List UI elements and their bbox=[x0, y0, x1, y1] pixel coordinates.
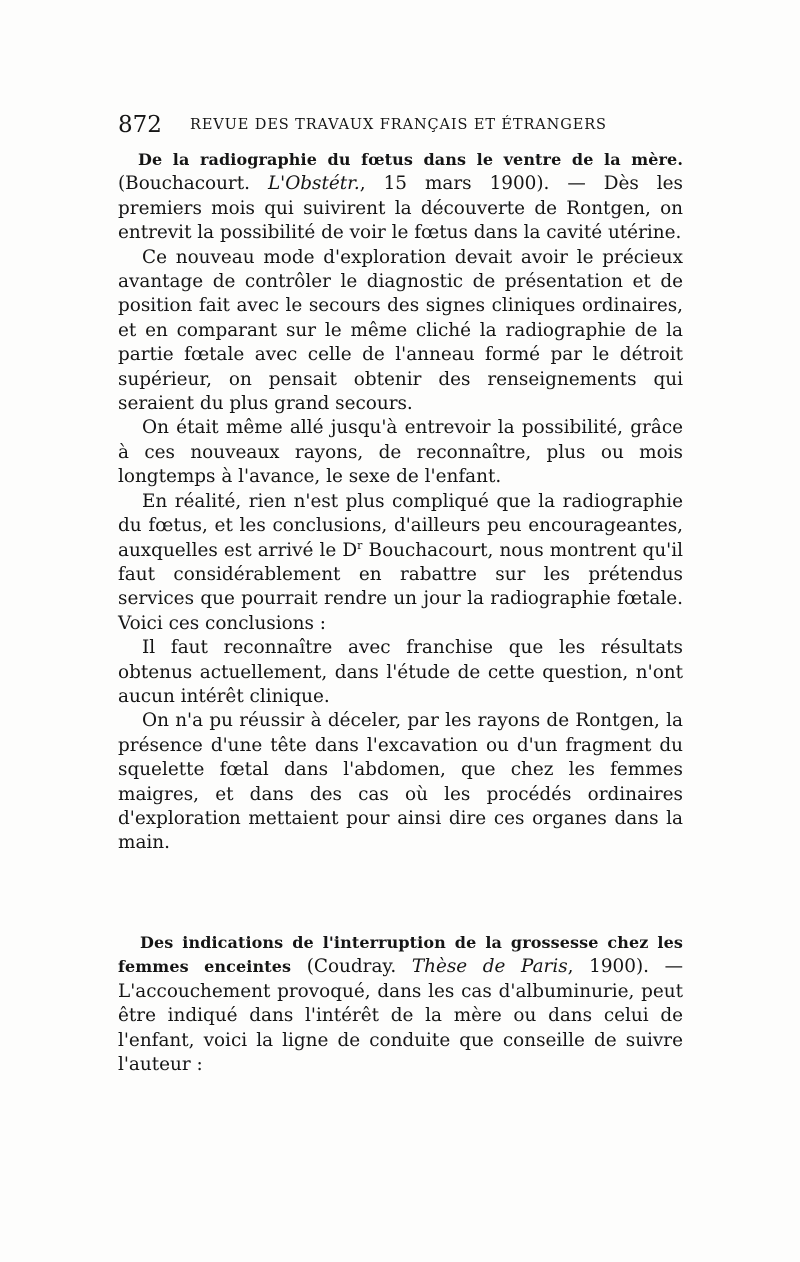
thesis-name: Thèse de Paris bbox=[411, 956, 568, 978]
superscript: r bbox=[357, 538, 363, 552]
running-head: REVUE DES TRAVAUX FRANÇAIS ET ÉTRANGERS bbox=[190, 117, 607, 133]
paragraph: Ce nouveau mode d'exploration devait avoir le précieux avantage de contrôler le diagnostic de présentation et de position fait avec le secours des signes cliniques ordinaires, et en comparant sur le même cliché la radiographie de la partie fœtale avec celle de l'anneau formé par le détroit supérieur, on pensait obtenir des renseignements qui seraient du plus grand secours. bbox=[118, 246, 683, 415]
article-title: Des indications de l'interruption de la grossesse chez les femmes enceintes bbox=[118, 933, 683, 977]
paragraph: On était même allé jusqu'à entrevoir la possibilité, grâce à ces nouveaux rayons, de reconnaître, plus ou mois longtemps à l'avance, le sexe de l'enfant. bbox=[118, 417, 683, 488]
article-interruption-grossesse bbox=[118, 931, 683, 1077]
citation-open: (Bouchacourt. bbox=[118, 173, 268, 195]
article-radiographie bbox=[118, 148, 683, 856]
paragraph-conclusions-intro bbox=[118, 490, 683, 636]
page-header bbox=[118, 112, 683, 138]
paragraph-text: Bouchacourt, nous montrent qu'il faut considérablement en rabattre sur les prétendus services que pourrait rendre un jour la radiographie fœtale. Voici ces conclusions : bbox=[118, 539, 683, 634]
article-lead-paragraph bbox=[118, 148, 683, 246]
page-number: 872 bbox=[118, 112, 162, 138]
paragraph: Il faut reconnaître avec franchise que les résultats obtenus actuellement, dans l'étude de cette question, n'ont aucun intérêt clinique. bbox=[118, 637, 683, 707]
paragraph-text: En réalité, rien n'est plus compliqué que la radiographie du fœtus, et les conclusions, d'ailleurs peu encourageantes, auxquelles est arrivé le D bbox=[118, 490, 683, 561]
paragraph: On n'a pu réussir à déceler, par les rayons de Rontgen, la présence d'une tête dans l'excavation ou d'un fragment du squelette fœtal dans l'abdomen, que chez les femmes maigres, et dans des cas où les procédés ordinaires d'exploration mettaient pour ainsi dire ces organes dans la main. bbox=[118, 710, 683, 854]
citation-open: (Coudray. bbox=[291, 956, 412, 978]
journal-name: L'Obstétr. bbox=[267, 173, 360, 195]
article-title: De la radiographie du fœtus dans le ventre de la mère. bbox=[138, 150, 683, 169]
article-lead-paragraph bbox=[118, 931, 683, 1077]
citation-close: , 1900). — L'accouchement provoqué, dans les cas d'albuminurie, peut être indiqué dans l'intérêt de la mère ou dans celui de l'enfant, voici la ligne de conduite que conseille de suivre l'auteur : bbox=[118, 956, 683, 1076]
citation-close: , 15 mars 1900). — Dès les premiers mois qui suivirent la découverte de Rontgen, on entrevit la possibilité de voir le fœtus dans la cavité utérine. bbox=[118, 173, 683, 244]
